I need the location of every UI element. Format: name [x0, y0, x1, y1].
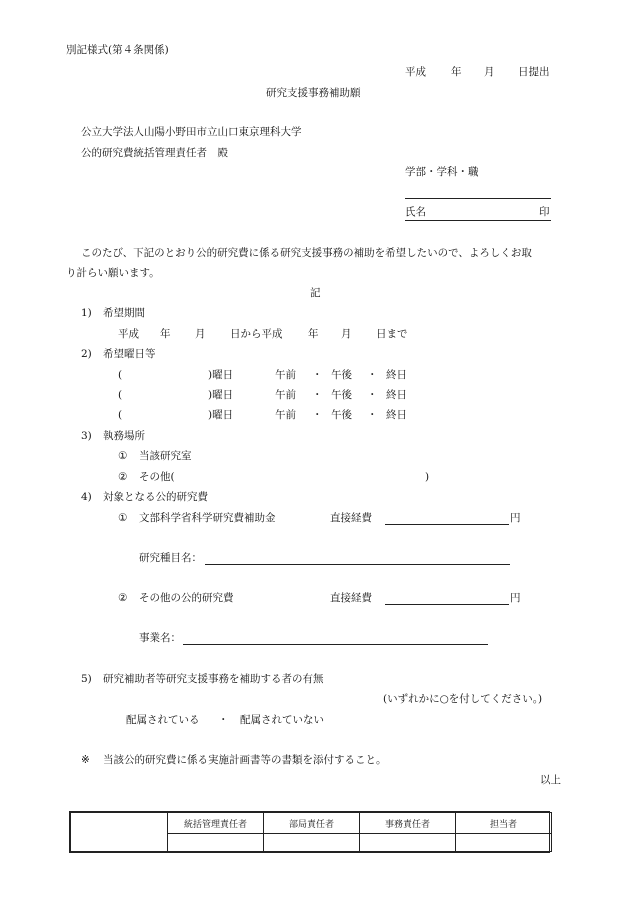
section-5-title: 研究補助者等研究支援事務を補助する者の有無 [103, 673, 324, 685]
addressee-officer: 公的研究費統括管理責任者 殿 [81, 147, 228, 159]
header-general-manager: 統括管理責任者 [168, 813, 264, 834]
weekday-am: 午前 [275, 369, 296, 381]
weekday-dot: ・ [312, 409, 323, 421]
research-type-field[interactable] [205, 564, 510, 565]
direct-cost-label: 直接経費 [330, 512, 372, 524]
seal-label: 印 [539, 206, 550, 218]
research-type-label: 研究種目名： [139, 552, 202, 564]
period-month-end: 月 [341, 328, 352, 340]
weekday-all-day: 終日 [386, 409, 407, 421]
name-underline [405, 220, 551, 221]
weekday-open-paren: ( [118, 409, 123, 421]
section-1-number: 1) [81, 307, 92, 319]
workplace-option-other: その他( [139, 471, 175, 483]
weekday-pm: 午後 [331, 409, 352, 421]
fund-other-public: その他の公的研究費 [139, 592, 234, 604]
weekday-pm: 午後 [331, 389, 352, 401]
dept-underline [405, 198, 551, 199]
weekday-open-paren: ( [118, 369, 123, 381]
weekday-dot: ・ [312, 389, 323, 401]
weekday-all-day: 終日 [386, 369, 407, 381]
attachment-note: 当該公的研究費に係る実施計画書等の書類を添付すること。 [103, 754, 387, 766]
assigned-option[interactable]: 配属されている [126, 714, 200, 726]
circled-1-icon: ① [118, 450, 128, 462]
period-month-start: 月 [195, 328, 206, 340]
section-3-title: 執務場所 [103, 430, 145, 442]
weekday-am: 午前 [275, 389, 296, 401]
weekday-all-day: 終日 [386, 389, 407, 401]
approval-stamp-table [69, 811, 550, 853]
weekday-pm: 午後 [331, 369, 352, 381]
applicant-dept-label: 学部・学科・職 [405, 166, 479, 178]
direct-cost-field-1[interactable] [385, 524, 509, 525]
weekday-close-label: )曜日 [208, 369, 234, 381]
weekday-dot: ・ [367, 369, 378, 381]
section-4-number: 4) [81, 491, 92, 503]
section-3-number: 3) [81, 430, 92, 442]
project-name-label: 事業名： [139, 632, 181, 644]
weekday-close-label: )曜日 [208, 409, 234, 421]
stamp-cell[interactable] [360, 834, 456, 852]
choice-separator-dot: ・ [218, 714, 229, 726]
applicant-name-label: 氏名 [405, 206, 426, 218]
yen-label: 円 [510, 592, 521, 604]
ki-heading: 記 [310, 287, 321, 299]
reference-mark-icon: ※ [81, 754, 90, 766]
section-2-title: 希望曜日等 [103, 348, 156, 360]
weekday-dot: ・ [367, 389, 378, 401]
weekday-dot: ・ [312, 369, 323, 381]
weekday-close-label: )曜日 [208, 389, 234, 401]
date-era: 平成 [405, 66, 426, 78]
section-5-number: 5) [81, 673, 92, 685]
intro-line-2: り計らい願います。 [66, 267, 160, 279]
period-day-until: 日まで [376, 328, 408, 340]
stamp-cell[interactable] [456, 834, 552, 852]
date-year: 年 [451, 66, 462, 78]
direct-cost-label: 直接経費 [330, 592, 372, 604]
section-4-title: 対象となる公的研究費 [103, 491, 208, 503]
project-name-field[interactable] [183, 644, 488, 645]
intro-line-1: このたび、下記のとおり公的研究費に係る研究支援事務の補助を希望したいので、よろしくお取 [81, 247, 532, 259]
period-year-end: 年 [308, 328, 319, 340]
workplace-option-lab: 当該研究室 [139, 450, 192, 462]
period-day-from: 日から平成 [230, 328, 283, 340]
circled-2-icon: ② [118, 592, 128, 604]
document-title: 研究支援事務補助願 [266, 87, 361, 99]
period-era-start: 平成 [118, 328, 139, 340]
weekday-open-paren: ( [118, 389, 123, 401]
circled-1-icon: ① [118, 512, 128, 524]
not-assigned-option[interactable]: 配属されていない [240, 714, 324, 726]
date-day-submitted: 日提出 [518, 66, 550, 78]
fund-kakenhi: 文部科学省科学研究費補助金 [139, 512, 276, 524]
header-admin-head: 事務責任者 [360, 813, 456, 834]
section-2-number: 2) [81, 348, 92, 360]
yen-label: 円 [510, 512, 521, 524]
header-department-head: 部局責任者 [264, 813, 360, 834]
weekday-am: 午前 [275, 409, 296, 421]
stamp-cell[interactable] [264, 834, 360, 852]
circled-2-icon: ② [118, 471, 128, 483]
end-mark: 以上 [540, 774, 561, 786]
section-1-title: 希望期間 [103, 307, 145, 319]
direct-cost-field-2[interactable] [385, 604, 509, 605]
blank-cell [71, 813, 168, 852]
weekday-dot: ・ [367, 409, 378, 421]
period-year-start: 年 [160, 328, 171, 340]
workplace-other-close-paren: ) [425, 471, 430, 483]
addressee-university: 公立大学法人山陽小野田市立山口東京理科大学 [81, 126, 302, 138]
form-reference: 別記様式(第４条関係) [66, 44, 169, 56]
stamp-cell[interactable] [168, 834, 264, 852]
date-month: 月 [484, 66, 495, 78]
header-staff-in-charge: 担当者 [456, 813, 552, 834]
circle-instruction-note: (いずれかに○を付してください。) [383, 693, 543, 705]
